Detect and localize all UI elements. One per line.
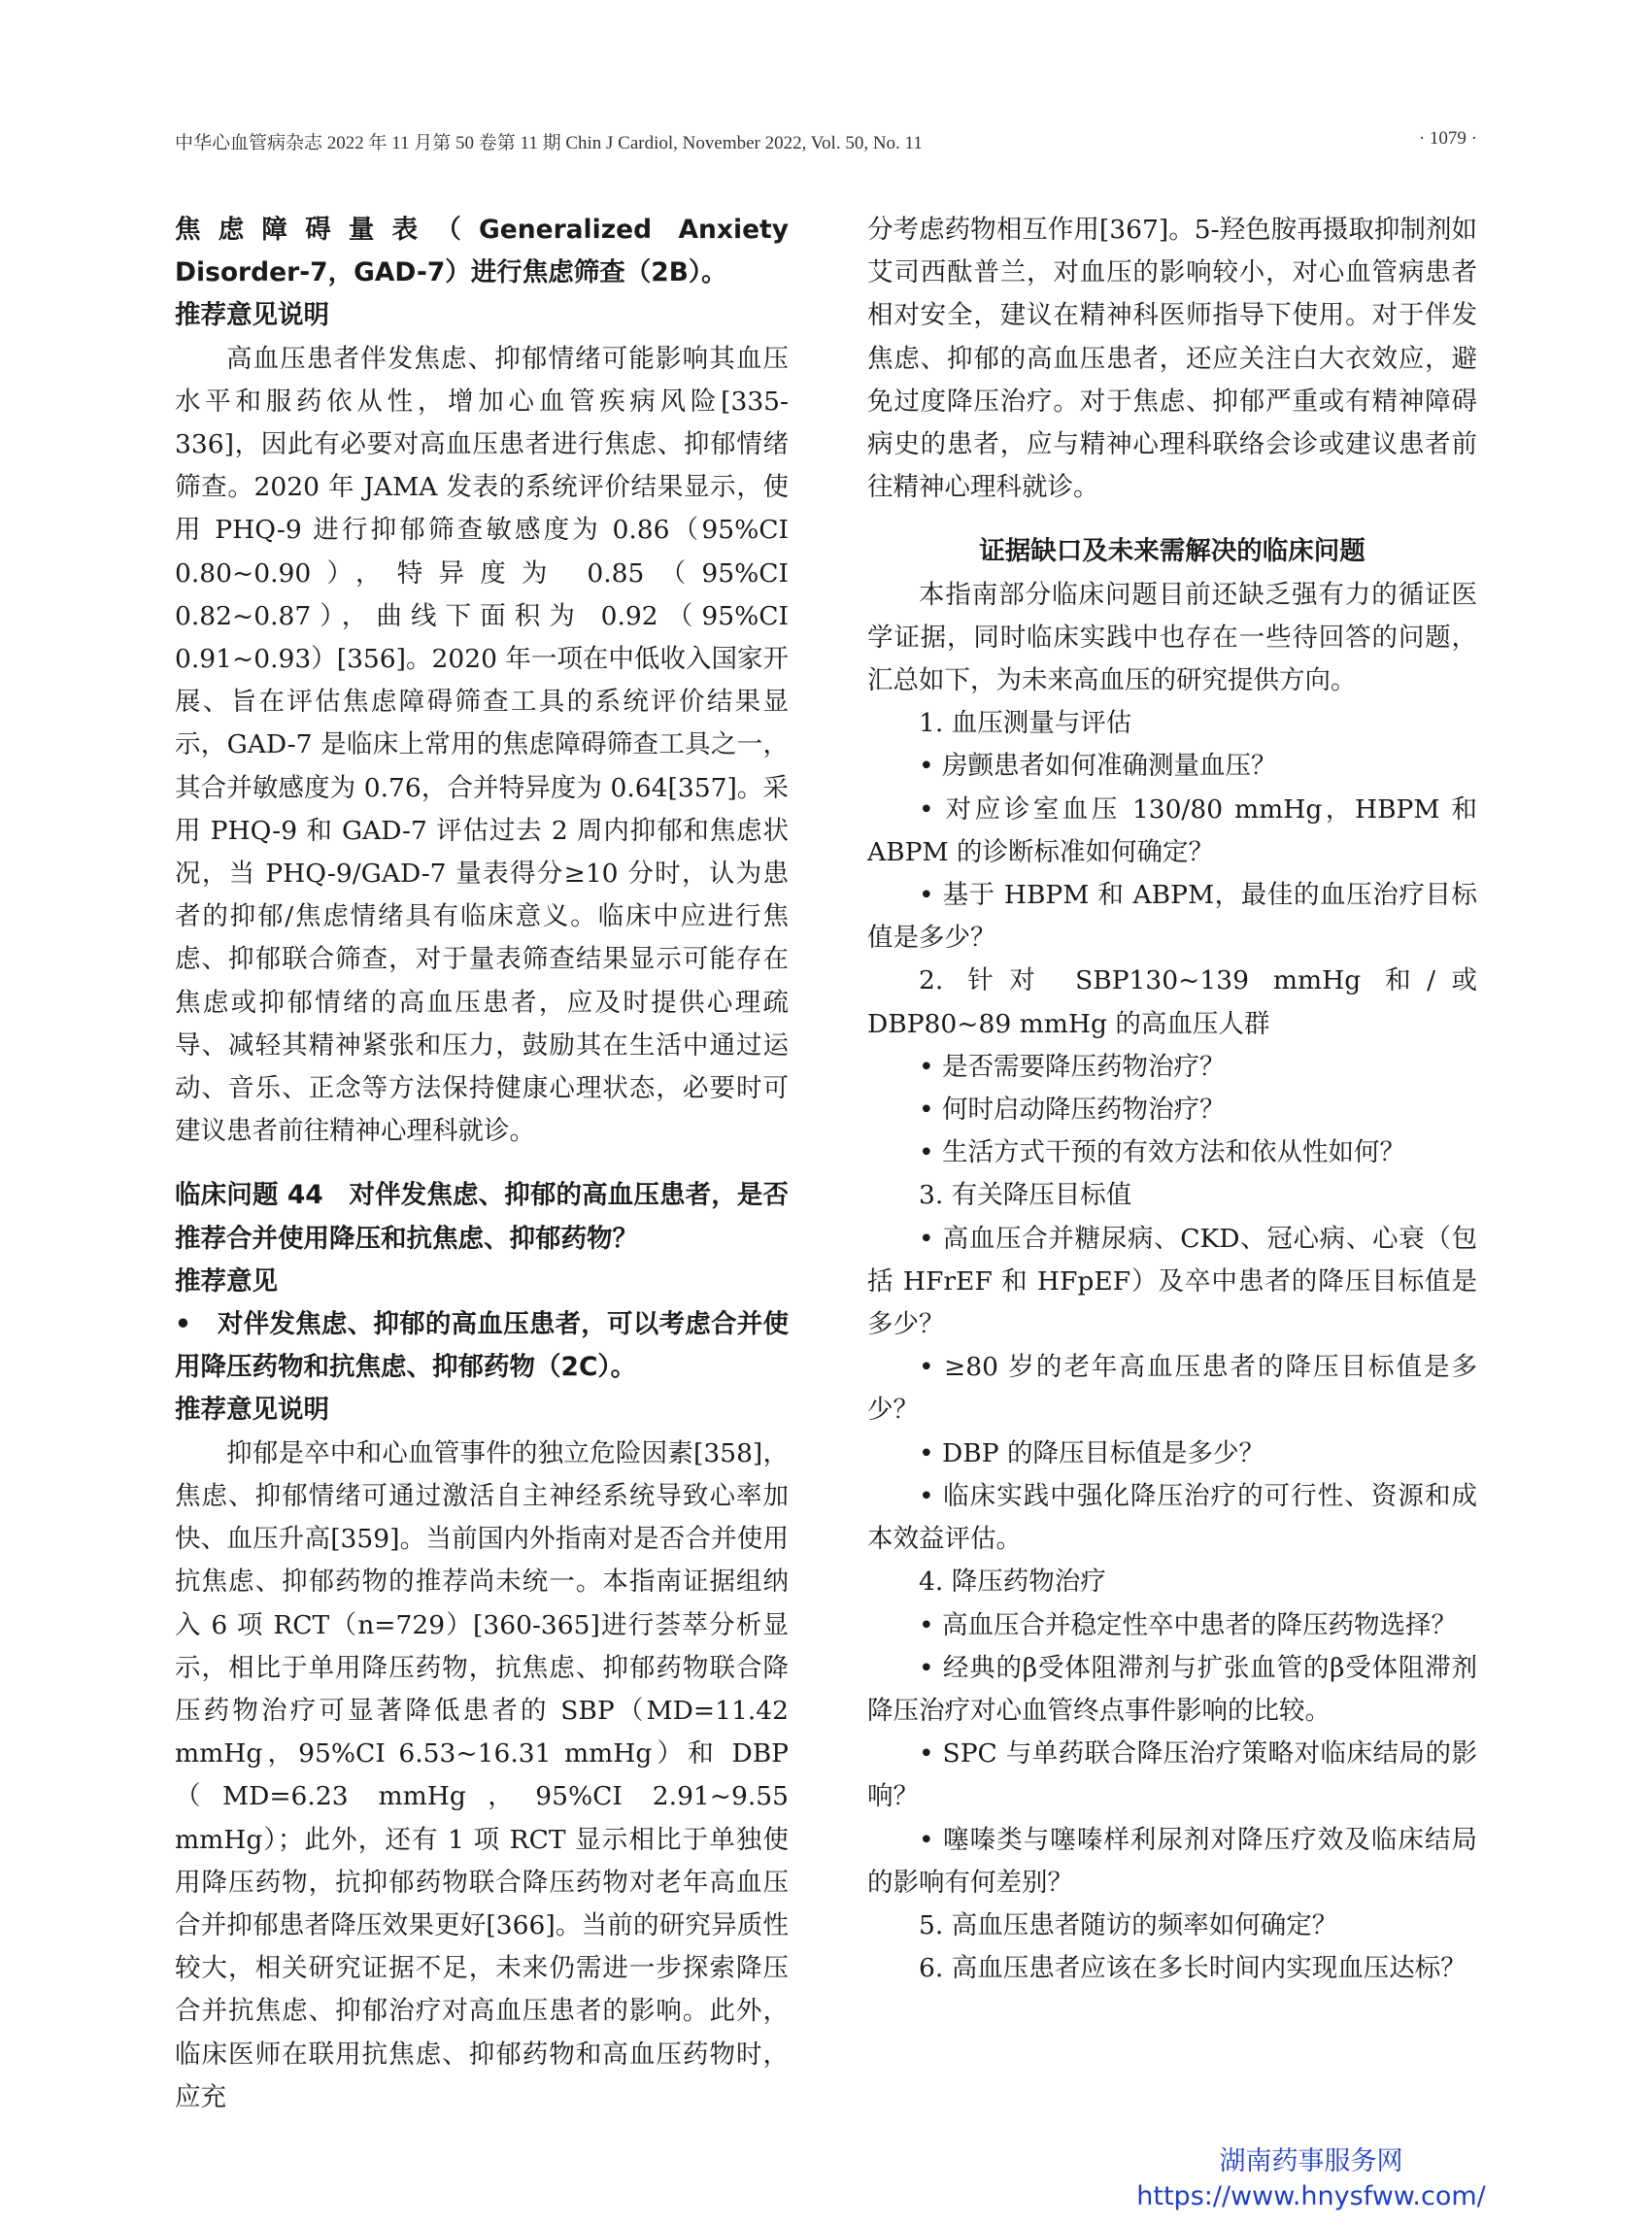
list-item: • 何时启动降压药物治疗？ — [919, 1095, 1226, 1126]
open-questions-list — [867, 702, 1477, 1990]
page-number: · 1079 · — [1418, 128, 1477, 149]
list-item: 3. 有关降压目标值 — [919, 1180, 1132, 1211]
clinical-question-44: 临床问题 44 对伴发焦虑、抑郁的高血压患者，是否推荐合并使用降压和抗焦虑、抑郁药物？ — [175, 1180, 789, 1254]
left-column — [175, 209, 789, 2119]
list-item: • SPC 与单药联合降压治疗策略对临床结局的影响？ — [867, 1738, 1477, 1812]
journal-citation: 中华心血管病杂志 2022 年 11 月第 50 卷第 11 期 Chin J Cardiol, November 2022, Vol. 50, No. 11 — [175, 133, 923, 153]
list-item: • 对应诊室血压 130/80 mmHg，HBPM 和 ABPM 的诊断标准如何确定？ — [867, 793, 1477, 867]
list-item: 5. 高血压患者随访的频率如何确定？ — [919, 1909, 1338, 1940]
list-item: • 房颤患者如何准确测量血压？ — [919, 751, 1277, 782]
paragraph-drug-interaction: 分考虑药物相互作用[367]。5-羟色胺再摄取抑制剂如艾司西酞普兰，对血压的影响较小，对心血管病患者相对安全，建议在精神科医师指导下使用。对于伴发焦虑、抑郁的高血压患者，还应关注白大衣效应，避免过度降压治疗。对于焦虑、抑郁严重或有精神障碍病史的患者，应与精神心理科联络会诊或建议患者前往精神心理科就诊。 — [867, 215, 1477, 503]
list-item: • DBP 的降压目标值是多少？ — [919, 1437, 1265, 1468]
list-item: 4. 降压药物治疗 — [919, 1567, 1106, 1598]
section-title-evidence-gaps: 证据缺口及未来需解决的临床问题 — [979, 536, 1365, 567]
watermark-url[interactable]: https://www.hnysfww.com/ — [1136, 2181, 1486, 2211]
watermark-site-name: 湖南药事服务网 — [1219, 2146, 1403, 2176]
list-item: • 临床实践中强化降压治疗的可行性、资源和成本效益评估。 — [867, 1480, 1477, 1555]
list-item: • 生活方式干预的有效方法和依从性如何？ — [919, 1137, 1406, 1168]
gad7-recommendation-tail: 焦虑障碍量表（Generalized Anxiety Disorder-7，GAD-7）进行焦虑筛查（2B）。 — [175, 215, 789, 288]
list-item: 2. 针对 SBP130~139 mmHg 和/或 DBP80~89 mmHg 的高血压人群 — [867, 965, 1477, 1039]
rec-explanation-heading-2: 推荐意见说明 — [175, 1395, 329, 1426]
site-watermark — [1107, 2144, 1515, 2214]
recommendation-item: • 对伴发焦虑、抑郁的高血压患者，可以考虑合并使用降压药物和抗焦虑、抑郁药物（2C）。 — [175, 1309, 789, 1383]
paragraph-anxiety-screening: 高血压患者伴发焦虑、抑郁情绪可能影响其血压水平和服药依从性，增加心血管疾病风险[335-336]，因此有必要对高血压患者进行焦虑、抑郁情绪筛查。2020 年 JAMA 发表的系统评价结果显示，使用 PHQ-9 进行抑郁筛查敏感度为 0.86（95%CI 0.80~0.90），特异度为 0.85（95%CI 0.82~0.87），曲线下面积为 0.92（95%CI 0.91~0.93）[356]。2020 年一项在中低收入国家开展、旨在评估焦虑障碍筛查工具的系统评价结果显示，GAD-7 是临床上常用的焦虑障碍筛查工具之一，其合并敏感度为 0.76，合并特异度为 0.64[357]。采用 PHQ-9 和 GAD-7 评估过去 2 周内抑郁和焦虑状况，当 PHQ-9/GAD-7 量表得分≥10 分时，认为患者的抑郁/焦虑情绪具有临床意义。临床中应进行焦虑、抑郁联合筛查，对于量表筛查结果显示可能存在焦虑或抑郁情绪的高血压患者，应及时提供心理疏导、减轻其精神紧张和压力，鼓励其在生活中通过运动、音乐、正念等方法保持健康心理状态，必要时可建议患者前往精神心理科就诊。 — [175, 343, 789, 1147]
list-item: • 基于 HBPM 和 ABPM，最佳的血压治疗目标值是多少？ — [867, 880, 1477, 954]
list-item: • 是否需要降压药物治疗？ — [919, 1051, 1226, 1082]
list-item: • ≥80 岁的老年高血压患者的降压目标值是多少？ — [867, 1352, 1477, 1426]
paragraph-evidence-gaps-intro: 本指南部分临床问题目前还缺乏强有力的循证医学证据，同时临床实践中也存在一些待回答的问题，汇总如下，为未来高血压的研究提供方向。 — [867, 579, 1477, 696]
list-item: • 高血压合并稳定性卒中患者的降压药物选择？ — [919, 1609, 1458, 1640]
list-item: 6. 高血压患者应该在多长时间内实现血压达标？ — [919, 1953, 1467, 1984]
list-item: • 噻嗪类与噻嗪样利尿剂对降压疗效及临床结局的影响有何差别？ — [867, 1824, 1477, 1898]
list-item: • 经典的β受体阻滞剂与扩张血管的β受体阻滞剂降压治疗对心血管终点事件影响的比较。 — [867, 1652, 1477, 1726]
right-column — [867, 209, 1477, 1990]
recommendation-heading: 推荐意见 — [175, 1265, 278, 1297]
rec-explanation-heading-1: 推荐意见说明 — [175, 300, 329, 331]
running-header — [175, 128, 1477, 154]
list-item: • 高血压合并糖尿病、CKD、冠心病、心衰（包括 HFrEF 和 HFpEF）及卒中患者的降压目标值是多少？ — [867, 1223, 1477, 1340]
list-item: 1. 血压测量与评估 — [919, 708, 1132, 739]
paragraph-depression-treatment: 抑郁是卒中和心血管事件的独立危险因素[358]，焦虑、抑郁情绪可通过激活自主神经系统导致心率加快、血压升高[359]。当前国内外指南对是否合并使用抗焦虑、抑郁药物的推荐尚未统一。本指南证据组纳入 6 项 RCT（n=729）[360-365]进行荟萃分析显示，相比于单用降压药物，抗焦虑、抑郁药物联合降压药物治疗可显著降低患者的 SBP（MD=11.42 mmHg，95%CI 6.53~16.31 mmHg）和 DBP（MD=6.23 mmHg，95%CI 2.91~9.55 mmHg）；此外，还有 1 项 RCT 显示相比于单独使用降压药物，抗抑郁药物联合降压药物对老年高血压合并抑郁患者降压效果更好[366]。当前的研究异质性较大，相关研究证据不足，未来仍需进一步探索降压合并抗焦虑、抑郁治疗对高血压患者的影响。此外，临床医师在联用抗焦虑、抑郁药物和高血压药物时，应充 — [175, 1437, 789, 2112]
